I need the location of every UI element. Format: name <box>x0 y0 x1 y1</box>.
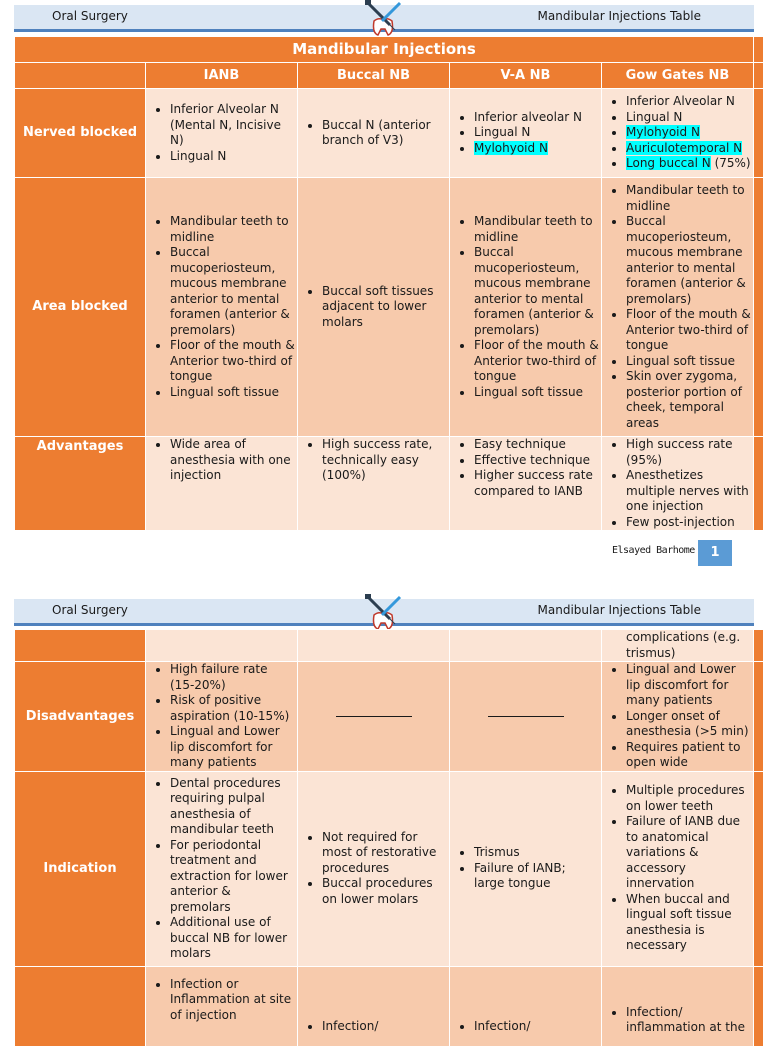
highlighted-text: Auriculotemporal N <box>626 140 743 155</box>
list-item: • Lingual and Lower lip discomfort for many patients <box>170 724 295 771</box>
buccal-empty-dash <box>298 662 450 772</box>
list-item: • Lingual N <box>170 149 295 165</box>
list-item: • Lingual N <box>474 125 599 141</box>
footer-author: Elsayed Barhome <box>612 545 695 556</box>
row-advantages-continued <box>15 630 764 662</box>
row-area-blocked <box>15 178 764 437</box>
list-ianb <box>146 214 297 400</box>
col-header-buccal-nb: Buccal NB <box>298 63 450 89</box>
list-item: • Failure of IANB; large tongue <box>474 861 599 892</box>
list-gg <box>602 437 753 530</box>
percent-text: (75%) <box>710 156 751 171</box>
list-ianb <box>146 977 297 1024</box>
list-item <box>626 156 751 172</box>
col-header-gow-gates-nb: Gow Gates NB <box>602 63 754 89</box>
list-item <box>626 141 751 157</box>
list-item: • High success rate (95%) <box>626 437 751 468</box>
row-contraindication <box>15 966 764 1046</box>
list-item: • Effective technique <box>474 453 599 469</box>
list-item: • Infection or Inflammation at site of injection <box>170 977 295 1024</box>
list-va <box>450 1019 601 1035</box>
dash-rule <box>336 716 412 717</box>
list-item: • Buccal mucoperiosteum, mucous membrane anterior to mental foramen (anterior & premolars) <box>474 245 599 338</box>
list-ianb <box>146 776 297 962</box>
list-item: • Easy technique <box>474 437 599 453</box>
list-item: • Risk of positive aspiration (10-15%) <box>170 693 295 724</box>
list-item: • Buccal N (anterior branch of V3) <box>322 118 447 149</box>
row-label: Advantages <box>15 437 146 531</box>
list-item: • Floor of the mouth & Anterior two-third of tongue <box>626 307 751 354</box>
list-item: • Buccal soft tissues adjacent to lower molars <box>322 284 447 331</box>
list-item: • For periodontal treatment and extraction for lower anterior & premolars <box>170 838 295 916</box>
list-item <box>474 141 599 157</box>
list-gg <box>602 183 753 431</box>
va-empty-dash <box>450 662 602 772</box>
row-nerved-blocked <box>15 89 764 178</box>
list-item: • Anesthetizes multiple nerves with one injection <box>626 468 751 515</box>
list-gg <box>602 662 753 771</box>
row-label: Area blocked <box>15 178 146 437</box>
syringe-tooth-icon <box>360 0 406 37</box>
list-item: • Longer onset of anesthesia (>5 min) <box>626 709 751 740</box>
dash-rule <box>488 716 564 717</box>
continued-text: complications (e.g. trismus) <box>626 630 741 660</box>
list-item: • Infection/ <box>322 1019 447 1035</box>
table-title: Mandibular Injections <box>15 37 754 63</box>
list-item: • Floor of the mouth & Anterior two-third of tongue <box>474 338 599 385</box>
list-va <box>450 437 601 499</box>
list-gg <box>602 94 753 172</box>
list-item: • Buccal mucoperiosteum, mucous membrane anterior to mental foramen (anterior & premolars) <box>626 214 751 307</box>
list-item: • Lingual N <box>626 110 751 126</box>
list-buccal <box>298 437 449 484</box>
list-buccal <box>298 118 449 149</box>
list-va <box>450 214 601 400</box>
list-item: • Skin over zygoma, posterior portion of cheek, temporal areas <box>626 369 751 431</box>
list-buccal <box>298 1019 449 1035</box>
list-item: • Multiple procedures on lower teeth <box>626 783 751 814</box>
col-header-ianb: IANB <box>146 63 298 89</box>
list-item: • Mandibular teeth to midline <box>626 183 751 214</box>
list-item: • Few post-injection <box>626 515 751 531</box>
corner-cell <box>15 63 146 89</box>
list-gg <box>602 1005 753 1036</box>
list-ianb <box>146 437 297 484</box>
list-item: • Mandibular teeth to midline <box>170 214 295 245</box>
list-va <box>450 110 601 157</box>
col-header-va-nb: V-A NB <box>450 63 602 89</box>
list-item: • Mandibular teeth to midline <box>474 214 599 245</box>
highlighted-text: Mylohyoid N <box>626 125 700 140</box>
list-item: • Inferior Alveolar N <box>626 94 751 110</box>
list-item: • Buccal mucoperiosteum, mucous membrane anterior to mental foramen (anterior & premolars) <box>170 245 295 338</box>
row-label: Disadvantages <box>15 662 146 772</box>
page-number-badge: 1 <box>698 540 732 566</box>
list-item: • Additional use of buccal NB for lower molars <box>170 915 295 962</box>
list-item: • Trismus <box>474 845 599 861</box>
injections-table-page1 <box>14 36 764 531</box>
list-item: • High failure rate (15-20%) <box>170 662 295 693</box>
list-va <box>450 845 601 892</box>
row-indication <box>15 771 764 966</box>
list-item: • Floor of the mouth & Anterior two-third of tongue <box>170 338 295 385</box>
highlighted-text: Long buccal N <box>626 156 711 171</box>
list-item: • Wide area of anesthesia with one injection <box>170 437 295 484</box>
list-item: • Inferior Alveolar N (Mental N, Incisive N) <box>170 102 295 149</box>
injections-table-page2 <box>14 629 764 1047</box>
page-header <box>14 599 754 626</box>
list-buccal <box>298 284 449 331</box>
header-title: Mandibular Injections Table <box>537 9 701 23</box>
list-item: • Inferior alveolar N <box>474 110 599 126</box>
list-item: • Lingual soft tissue <box>170 385 295 401</box>
row-advantages <box>15 437 764 531</box>
row-label: Indication <box>15 771 146 966</box>
header-subject: Oral Surgery <box>52 603 128 617</box>
list-item <box>626 125 751 141</box>
list-gg <box>602 783 753 954</box>
page-header <box>14 5 754 32</box>
list-ianb <box>146 102 297 164</box>
list-item: • Higher success rate compared to IANB <box>474 468 599 499</box>
list-item: • High success rate, technically easy (100%) <box>322 437 447 484</box>
list-item: • Infection/ inflammation at the <box>626 1005 751 1036</box>
syringe-tooth-icon <box>360 593 406 631</box>
list-item: • Not required for most of restorative procedures <box>322 830 447 877</box>
list-item: • When buccal and lingual soft tissue anesthesia is necessary <box>626 892 751 954</box>
list-item: • Lingual and Lower lip discomfort for many patients <box>626 662 751 709</box>
list-item: • Failure of IANB due to anatomical variations & accessory innervation <box>626 814 751 892</box>
header-title: Mandibular Injections Table <box>537 603 701 617</box>
row-label: Nerved blocked <box>15 89 146 178</box>
list-item: • Infection/ <box>474 1019 599 1035</box>
list-buccal <box>298 830 449 908</box>
list-item: • Requires patient to open wide <box>626 740 751 771</box>
list-item: • Dental procedures requiring pulpal anesthesia of mandibular teeth <box>170 776 295 838</box>
list-ianb <box>146 662 297 771</box>
header-subject: Oral Surgery <box>52 9 128 23</box>
row-disadvantages <box>15 662 764 772</box>
list-item: • Lingual soft tissue <box>626 354 751 370</box>
list-item: • Buccal procedures on lower molars <box>322 876 447 907</box>
list-item: • Lingual soft tissue <box>474 385 599 401</box>
highlighted-text: Mylohyoid N <box>474 140 548 155</box>
